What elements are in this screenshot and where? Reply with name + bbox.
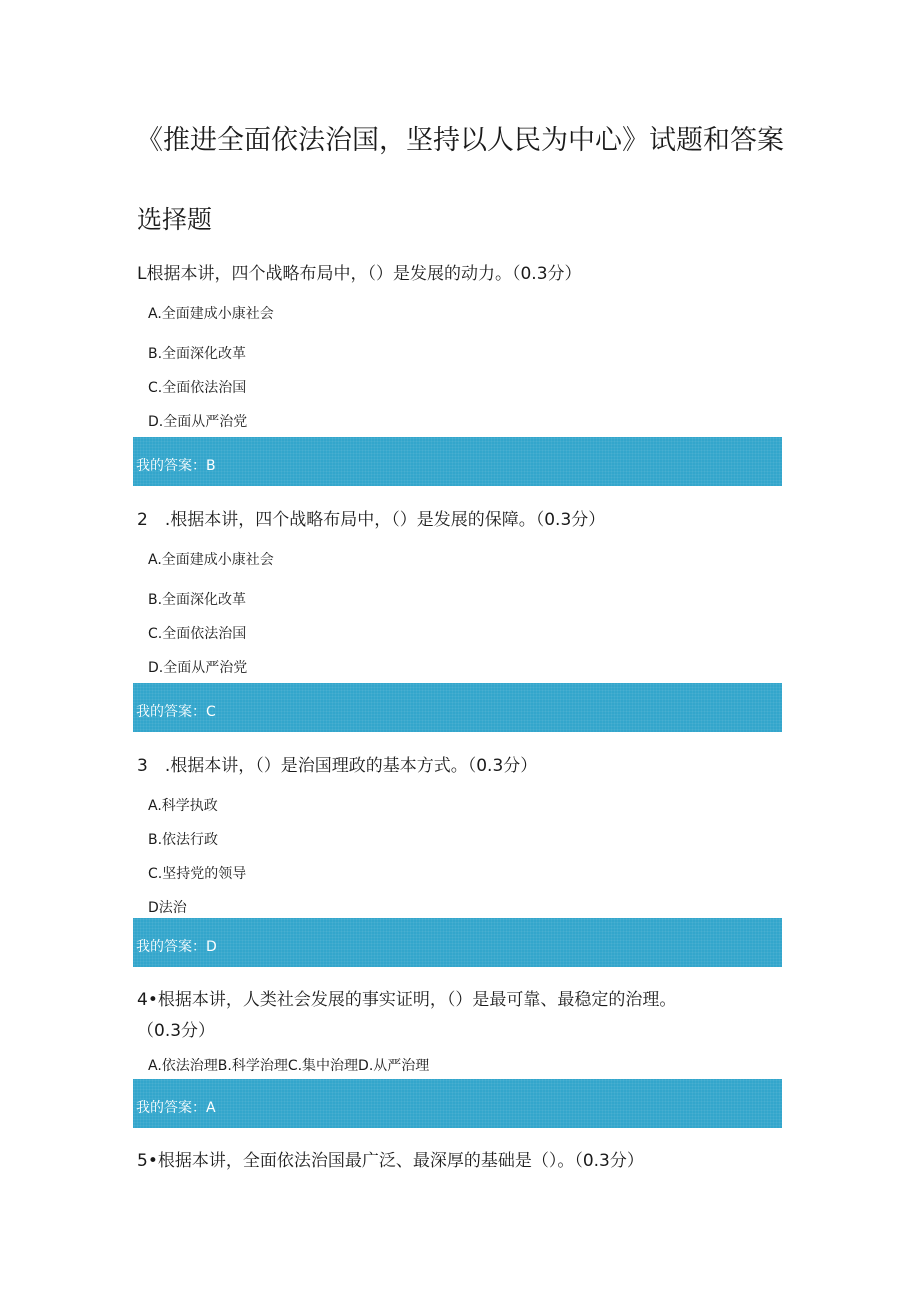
answer-label: 我的答案： xyxy=(136,939,206,955)
question-1-option-b: B.全面深化改革 xyxy=(148,346,247,362)
answer-value: A xyxy=(206,1100,216,1116)
question-3-option-c: C.坚持党的领导 xyxy=(148,866,247,882)
question-4-text: 4•根据本讲，人类社会发展的事实证明，（）是最可靠、最稳定的治理。 xyxy=(137,990,677,1010)
question-2-option-d: D.全面从严治党 xyxy=(148,660,248,676)
question-2-option-c: C.全面依法治国 xyxy=(148,626,247,642)
question-4-answer-bar xyxy=(133,1079,782,1128)
question-3-option-a: A.科学执政 xyxy=(148,798,218,814)
question-2-option-a: A.全面建成小康社会 xyxy=(148,552,274,568)
question-3-option-b: B.依法行政 xyxy=(148,832,219,848)
question-3-text: 3 .根据本讲，（）是治国理政的基本方式。（0.3分） xyxy=(137,756,538,776)
question-2-answer-bar xyxy=(133,683,782,732)
answer-value: D xyxy=(206,939,217,955)
answer-label: 我的答案： xyxy=(136,704,206,720)
answer-value: C xyxy=(206,704,216,720)
question-4-options: A.依法治理B.科学治理C.集中治理D.从严治理 xyxy=(148,1058,430,1074)
question-5-text: 5•根据本讲，全面依法治国最广泛、最深厚的基础是（）。（0.3分） xyxy=(137,1151,644,1171)
question-1-answer-bar xyxy=(133,437,782,486)
question-2-option-b: B.全面深化改革 xyxy=(148,592,247,608)
question-1-option-c: C.全面依法治国 xyxy=(148,380,247,396)
question-3-option-d: D法治 xyxy=(148,900,187,916)
question-4-points: （0.3分） xyxy=(137,1021,216,1041)
question-2-text: 2 .根据本讲，四个战略布局中，（）是发展的保障。（0.3分） xyxy=(137,510,606,530)
question-3-answer-bar xyxy=(133,918,782,967)
answer-label: 我的答案： xyxy=(136,1100,206,1116)
question-1-text: L根据本讲，四个战略布局中，（）是发展的动力。（0.3分） xyxy=(137,264,582,284)
answer-value: B xyxy=(206,458,216,474)
question-1-option-a: A.全面建成小康社会 xyxy=(148,306,274,322)
section-heading: 选择题 xyxy=(137,205,213,234)
document-title: 《推进全面依法治国，坚持以人民为中心》试题和答案 xyxy=(136,125,784,156)
question-1-option-d: D.全面从严治党 xyxy=(148,414,248,430)
answer-label: 我的答案： xyxy=(136,458,206,474)
